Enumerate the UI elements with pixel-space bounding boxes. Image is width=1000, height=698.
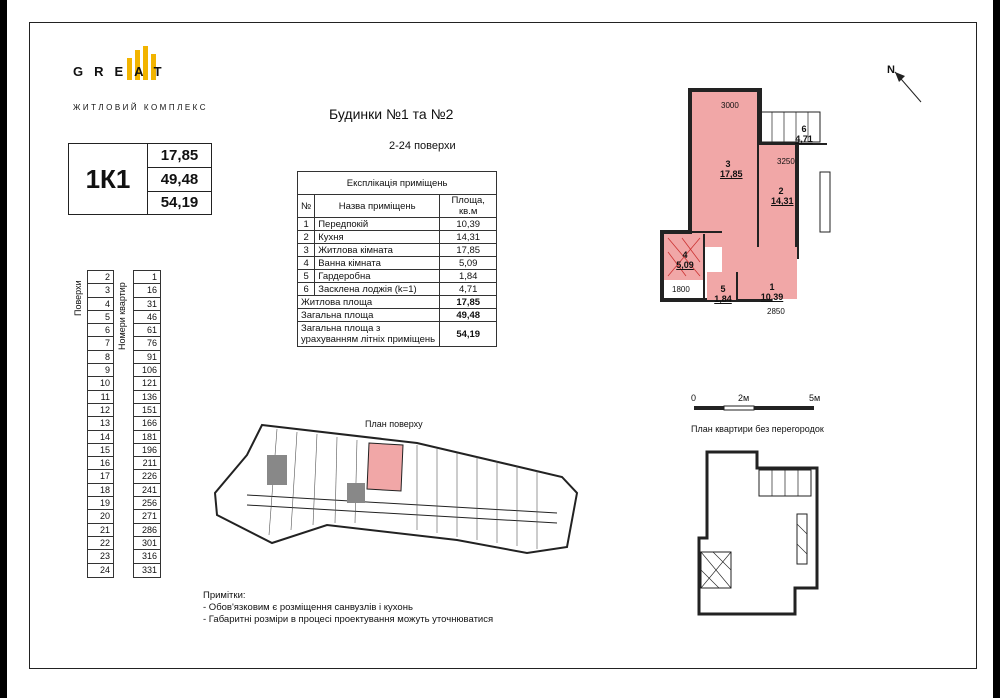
total-row: Загальна площа з урахуванням літніх приміщень 54,19 [298, 322, 497, 347]
list-item: 7 [88, 337, 113, 350]
list-item: 13 [88, 417, 113, 430]
note-item: - Обов'язковим є розміщення санвузлів і кухонь [203, 602, 413, 613]
page-title: Будинки №1 та №2 [329, 106, 454, 122]
scale-bar [690, 402, 820, 414]
header-num: № [298, 195, 315, 218]
explication-table [297, 171, 497, 347]
floor-plan [207, 415, 582, 565]
dim-label: 3000 [721, 101, 739, 110]
list-item: 16 [134, 284, 160, 297]
list-item: 18 [88, 484, 113, 497]
list-item: 46 [134, 311, 160, 324]
list-item: 1 [134, 271, 160, 284]
total-area-summer-value: 54,19 [160, 194, 199, 211]
list-item: 226 [134, 470, 160, 483]
scale-tick: 0 [691, 393, 697, 403]
list-item: 14 [88, 431, 113, 444]
plan-without-partitions [687, 448, 827, 618]
list-item: 2 [88, 271, 113, 284]
list-item: 286 [134, 524, 160, 537]
list-item: 196 [134, 444, 160, 457]
apartments-label: Номери квартир [117, 282, 127, 350]
list-item: 12 [88, 404, 113, 417]
list-item: 22 [88, 537, 113, 550]
list-item: 21 [88, 524, 113, 537]
table-row: 4 Ванна кімната 5,09 [298, 257, 497, 270]
list-item: 11 [88, 391, 113, 404]
list-item: 6 [88, 324, 113, 337]
list-item: 23 [88, 550, 113, 563]
apartment-code: 1К1 [69, 144, 148, 214]
list-item: 24 [99, 564, 110, 575]
list-item: 271 [134, 510, 160, 523]
apartments-list [133, 270, 161, 578]
sheet [7, 0, 993, 698]
table-row: 2 Кухня 14,31 [298, 231, 497, 244]
list-item: 211 [134, 457, 160, 470]
logo-wordmark: GREAT [73, 64, 173, 79]
list-item: 76 [134, 337, 160, 350]
list-item: 316 [134, 550, 160, 563]
table-row: 6 Засклена лоджія (k=1) 4,71 [298, 283, 497, 296]
list-item: 15 [88, 444, 113, 457]
list-item: 3 [88, 284, 113, 297]
living-area-value: 17,85 [148, 144, 211, 168]
logo-subtitle: ЖИТЛОВИЙ КОМПЛЕКС [73, 103, 209, 112]
scale-caption: План квартири без перегородок [691, 424, 824, 434]
north-label: N [887, 64, 895, 76]
table-caption: Експлікація приміщень [298, 172, 497, 195]
apartment-plan [652, 82, 852, 332]
list-item: 166 [134, 417, 160, 430]
north-arrow-icon [893, 70, 925, 104]
room-2-label: 2 14,31 [771, 186, 794, 206]
list-item: 20 [88, 510, 113, 523]
header-name: Назва приміщень [315, 195, 440, 218]
floors-label: Поверхи [73, 280, 83, 316]
room-1-label: 1 10,39 [760, 282, 784, 302]
room-6-label: 6 4,71 [795, 124, 813, 144]
list-item: 136 [134, 391, 160, 404]
notes-title: Примітки: [203, 590, 246, 601]
list-item: 19 [88, 497, 113, 510]
dim-label: 1800 [672, 285, 690, 294]
list-item: 256 [134, 497, 160, 510]
list-item: 181 [134, 431, 160, 444]
scale-tick: 2м [738, 393, 750, 403]
table-row: 5 Гардеробна 1,84 [298, 270, 497, 283]
list-item: 331 [141, 564, 157, 575]
table-row: 3 Житлова кімната 17,85 [298, 244, 497, 257]
list-item: 241 [134, 484, 160, 497]
list-item: 301 [134, 537, 160, 550]
list-item: 91 [134, 351, 160, 364]
list-item: 10 [88, 377, 113, 390]
total-row: Житлова площа 17,85 [298, 296, 497, 309]
highlighted-apartment [367, 443, 403, 491]
dim-label: 2850 [767, 307, 785, 316]
list-item: 5 [88, 311, 113, 324]
room-5-label: 5 1,84 [714, 284, 732, 304]
total-row: Загальна площа 49,48 [298, 309, 497, 322]
list-item: 4 [88, 298, 113, 311]
note-item: - Габаритні розміри в процесі проектування можуть уточнюватися [203, 614, 494, 625]
list-item: 151 [134, 404, 160, 417]
list-item: 106 [134, 364, 160, 377]
table-row: 1 Передпокій 10,39 [298, 218, 497, 231]
dim-label: 3250 [777, 157, 795, 166]
list-item: 121 [134, 377, 160, 390]
room-4-label: 4 5,09 [676, 250, 694, 270]
list-item: 31 [134, 298, 160, 311]
floors-list [87, 270, 114, 578]
notes [203, 590, 493, 626]
scale-tick: 5м [809, 393, 821, 403]
room-3-label: 3 17,85 [720, 159, 743, 179]
apartment-summary [68, 143, 212, 215]
list-item: 16 [88, 457, 113, 470]
list-item: 9 [88, 364, 113, 377]
list-item: 17 [88, 470, 113, 483]
total-area-value: 49,48 [148, 168, 211, 192]
floor-plan-caption: План поверху [365, 419, 423, 429]
list-item: 8 [88, 351, 113, 364]
header-area: Площа, кв.м [440, 195, 497, 218]
list-item: 61 [134, 324, 160, 337]
floors-range: 2-24 поверхи [389, 140, 456, 152]
